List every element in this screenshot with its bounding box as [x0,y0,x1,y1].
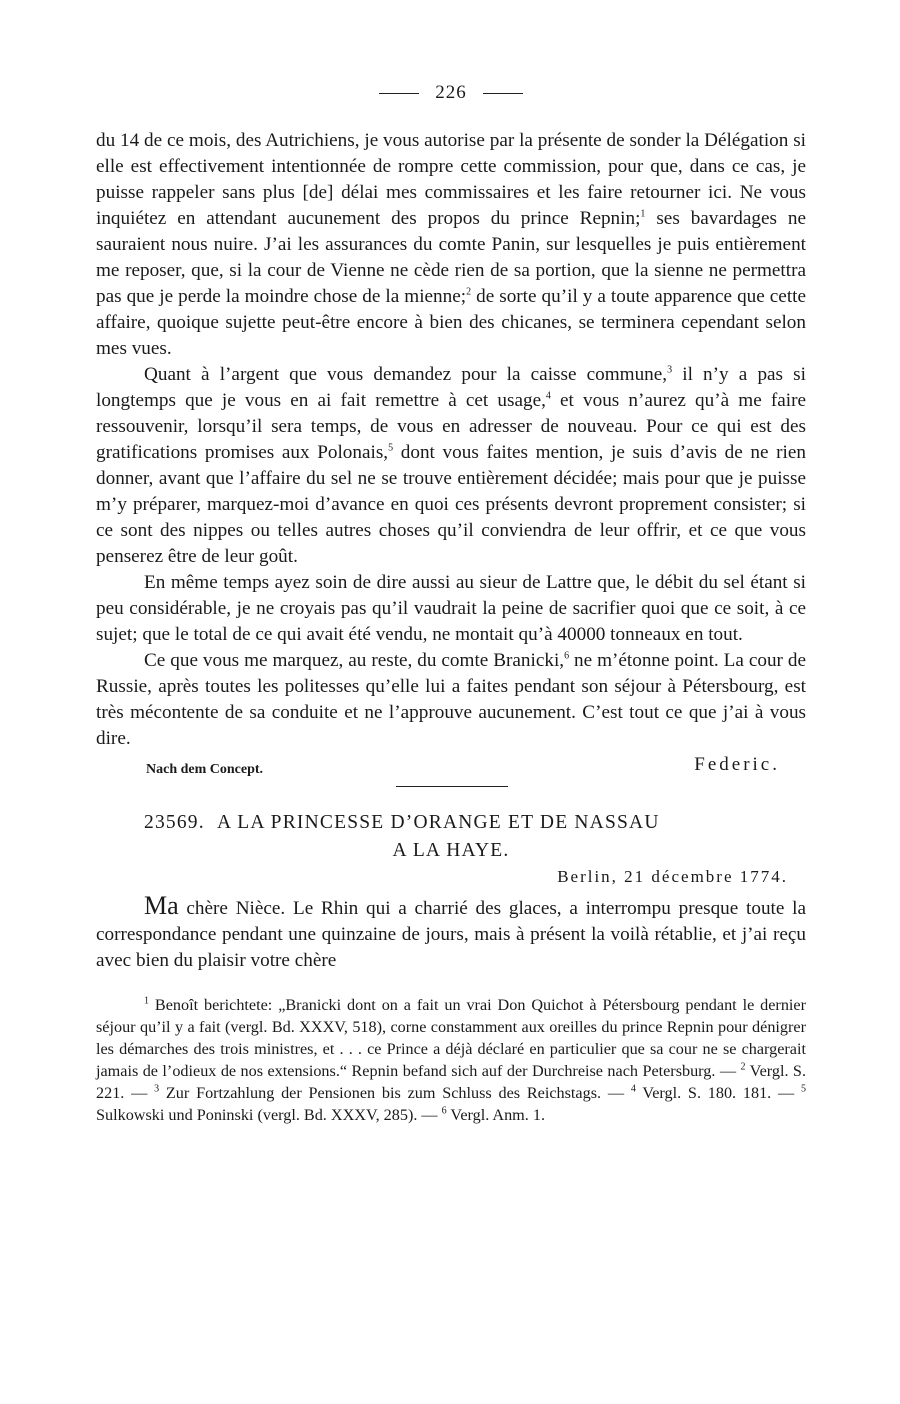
paragraph-4: Ce que vous me marquez, au reste, du comte Branicki,$^6$ ne m’étonne point. La cour de Russie, après toutes les politesses qu’elle lui a faites pendant son séjour à Pétersbourg, est très mécontente de sa conduite et ne l’approuve aucunement. C’est tout ce que j’ai à vous dire. [96,650,806,749]
letter-number: 23569. [144,812,205,833]
footnote-mark-2: 2 [740,1061,746,1073]
footnote-6: Vergl. Anm. 1. [446,1106,546,1124]
paragraph-3: En même temps ayez soin de dire aussi au sieur de Lattre que, le débit du sel étant si peu considérable, je ne croyais pas qu’il vaudrait la peine de sacrifier quoi que ce soit, à ce sujet; que le total de ce qui avait été vendu, ne montait qu’à 40000 tonneaux en tout. [96,572,806,645]
footnote-ref-3: 3 [667,364,673,376]
footnotes [96,994,806,1126]
document-page [96,82,806,1126]
footnote-ref-4: 4 [545,390,551,402]
letter-heading [96,809,806,865]
header-rule-left [379,93,419,94]
footnote-mark-1: 1 [144,995,149,1007]
source-note: Nach dem Concept. [146,762,264,777]
footnote-ref-6: 6 [564,650,570,662]
footnote-mark-3: 3 [154,1083,160,1095]
page-header [96,82,806,106]
footnote-block [96,994,806,1126]
footnote-5: Sulkowski und Poninski (vergl. Bd. XXXV, 285). — [96,1106,442,1124]
footnote-3: Zur Fortzahlung der Pensionen bis zum Schluss des Reichstags. — [159,1084,631,1102]
header-rule-right [483,93,523,94]
footnote-mark-5: 5 [801,1083,807,1095]
paragraph-2: Quant à l’argent que vous demandez pour la caisse commune,$^3$ il n’y a pas si longtemps que je vous en ai fait remettre à cet usage,$^4$ et vous n’aurez qu’à me faire ressouvenir, lorsqu’il sera temps, de vous en adresser de nouveau. Pour ce qui est des gratifications promises aux Polonais,$^5$ dont vous faites mention, je suis d’avis de ne rien donner, avant que l’affaire du sel ne se trouve entièrement décidée; mais pour que je puisse m’y préparer, marquez-moi d’avance en quoi ces présents devront proprement consister; si ce sont des nippes ou telles autres choses qu’il conviendra de leur offrir, et ce que vous penserez être de leur goût. [96,364,806,567]
footnote-1: Benoît berichtete: „Branicki dont on a fait un vrai Don Quichot à Pétersbourg pendant le dernier séjour qu’il y a fait (vergl. Bd. XXXV, 518), corne constamment aux oreilles du prince Repnin pour dénigrer les démarches des trois ministres, et . . . ce Prince a déjà déclaré en particulier que sa cour ne se chargerait jamais de l’odieux de nos extensions.“ Repnin befand sich auf der Durchreise nach Petersburg. — [96,996,806,1080]
footnote-ref-1: 1 [640,208,646,220]
section-separator [396,786,508,787]
footnote-2: Vergl. S. 221. — [96,1062,806,1102]
footnote-ref-5: 5 [388,442,394,454]
signature: Federic. [694,754,780,775]
letter-title-line2: A LA HAYE. [392,840,510,861]
footnote-ref-2: 2 [466,286,472,298]
footnote-mark-4: 4 [630,1083,636,1095]
page-number: 226 [435,82,467,103]
letter-opening: Ma chère Nièce. Le Rhin qui a charrié des glaces, a interrompu presque toute la correspondance pendant une quinzaine de jours, mais à présent la voilà rétablie, et j’ai reçu avec bien du plaisir votre chère [96,891,806,971]
letter-title: A LA PRINCESSE D’ORANGE ET DE NASSAU [216,812,660,833]
closing-row [96,754,806,780]
salutation-initial: Ma [144,891,179,920]
footnote-mark-6: 6 [441,1105,447,1117]
footnote-4: Vergl. S. 180. 181. — [635,1084,802,1102]
paragraph-1: du 14 de ce mois, des Autrichiens, je vous autorise par la présente de sonder la Délégation si elle est effectivement intentionnée de rompre cette commission, pour que, dans ce cas, je puisse rappeler sans plus [de] délai mes commissaires et les faire retourner ici. Ne vous inquiétez en attendant aucunement des propos du prince Repnin;$^1$ ses bavardages ne sauraient nous nuire. J’ai les assurances du comte Panin, sur lesquelles je puis entièrement me reposer, que, si la cour de Vienne ne cède rien de sa portion, que la sienne ne permettra pas que je perde la moindre chose de la mienne;$^2$ de sorte qu’il y a toute apparence que cette affaire, quoique sujette peut-être encore à bien des chicanes, se terminera cependant selon mes vues. [96,130,807,359]
dateline: Berlin, 21 décembre 1774. [557,867,788,886]
letter-body [96,128,806,752]
